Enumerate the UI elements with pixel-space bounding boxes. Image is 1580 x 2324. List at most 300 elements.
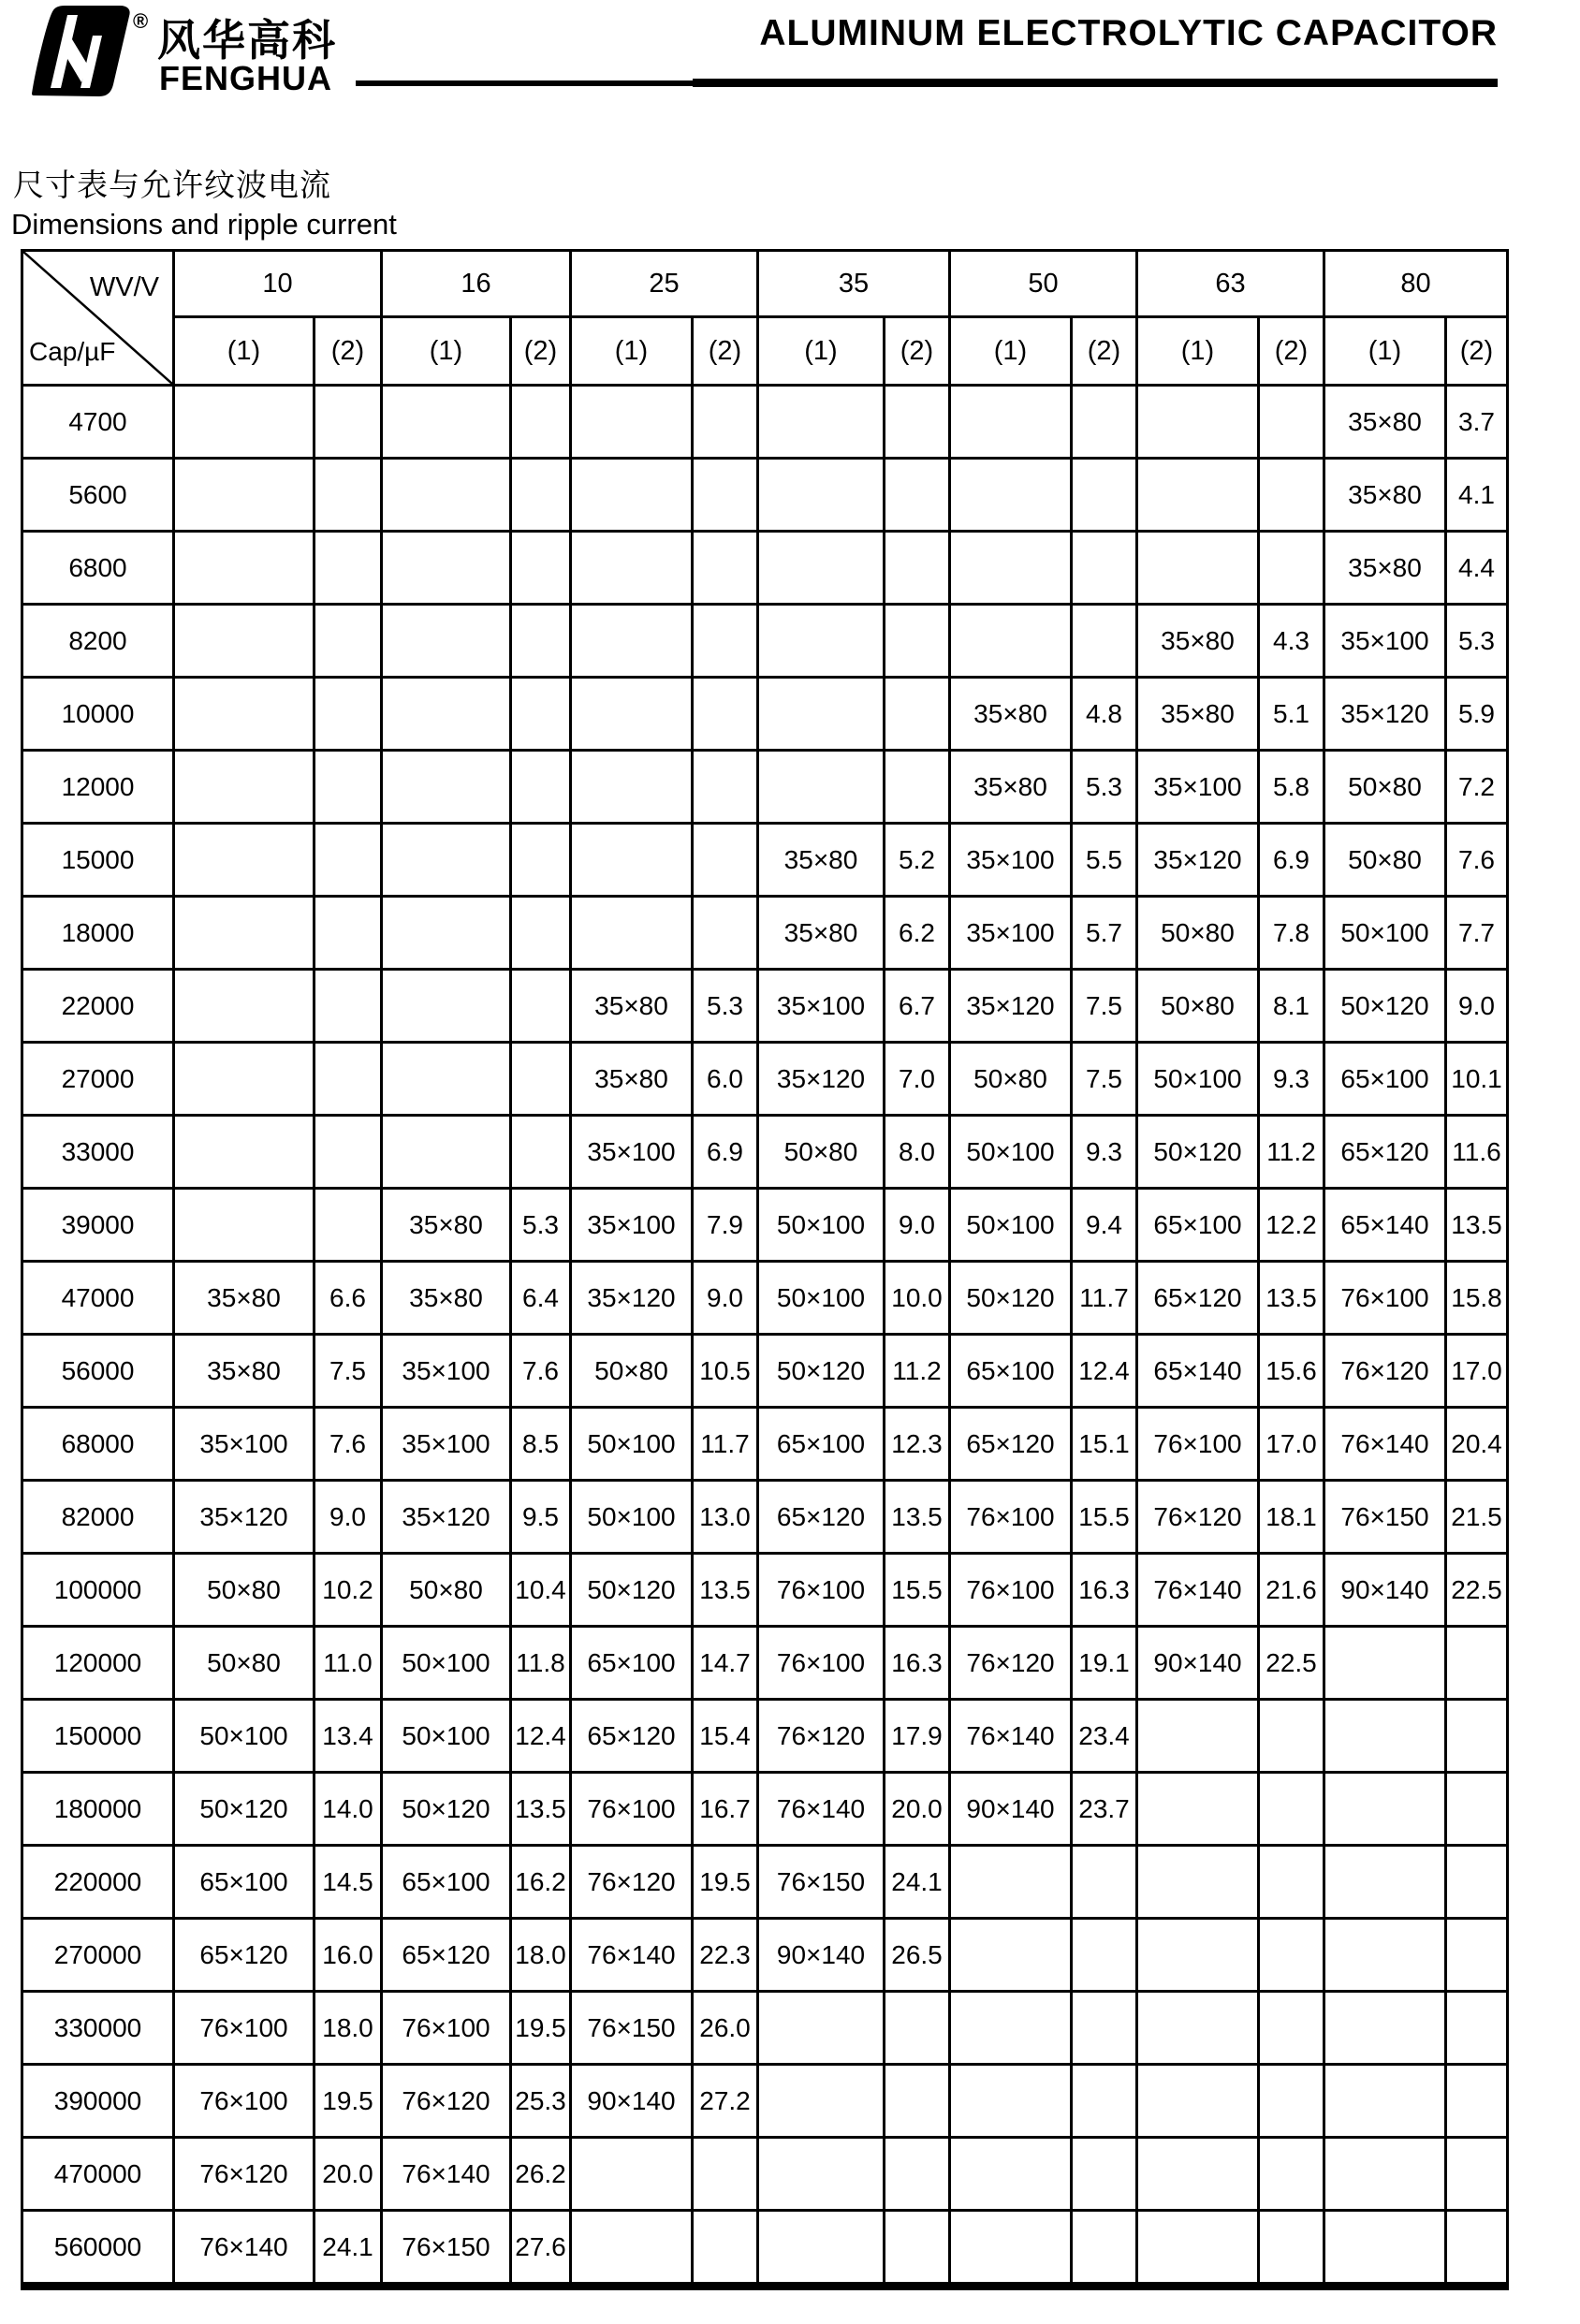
ripple-current-cell: [885, 532, 950, 605]
ripple-current-cell: [315, 532, 382, 605]
ripple-current-cell: 9.5: [511, 1481, 571, 1554]
dimension-cell: [1137, 1846, 1259, 1919]
table-row: [22, 386, 1508, 459]
ripple-current-cell: 9.0: [315, 1481, 382, 1554]
ripple-current-cell: [1446, 2211, 1508, 2287]
ripple-current-cell: [1446, 1919, 1508, 1992]
table-row: [22, 1043, 1508, 1116]
ripple-current-cell: 11.2: [885, 1335, 950, 1408]
ripple-current-cell: 14.5: [315, 1846, 382, 1919]
dimension-cell: 65×100: [950, 1335, 1072, 1408]
dimension-cell: [1137, 386, 1259, 459]
dimension-cell: [174, 532, 315, 605]
ripple-current-cell: [885, 1992, 950, 2065]
ripple-current-cell: [511, 897, 571, 970]
corner-capacitance-label: Cap/µF: [29, 337, 116, 366]
ripple-current-cell: 12.2: [1259, 1189, 1324, 1262]
ripple-current-cell: [511, 824, 571, 897]
ripple-current-cell: 7.9: [693, 1189, 758, 1262]
dimension-cell: 65×120: [174, 1919, 315, 1992]
ripple-current-cell: [885, 386, 950, 459]
dimension-cell: [1324, 1846, 1446, 1919]
dimension-cell: 76×150: [1324, 1481, 1446, 1554]
ripple-current-cell: 5.1: [1259, 678, 1324, 751]
dimension-cell: [1137, 459, 1259, 532]
ripple-current-cell: [315, 605, 382, 678]
dimension-cell: [1137, 2211, 1259, 2287]
capacitance-label: 6800: [22, 532, 174, 605]
dimension-cell: 76×100: [174, 2065, 315, 2138]
capacitance-label: 4700: [22, 386, 174, 459]
dimension-cell: 76×100: [382, 1992, 511, 2065]
capacitance-label: 120000: [22, 1627, 174, 1700]
table-row: [22, 1554, 1508, 1627]
dimension-cell: [571, 386, 693, 459]
ripple-current-cell: 17.0: [1259, 1408, 1324, 1481]
ripple-current-cell: 6.9: [1259, 824, 1324, 897]
ripple-current-cell: 23.4: [1072, 1700, 1137, 1773]
table-row: [22, 1992, 1508, 2065]
ripple-current-cell: [315, 1116, 382, 1189]
ripple-current-cell: 12.4: [511, 1700, 571, 1773]
ripple-current-cell: [1446, 1773, 1508, 1846]
dimension-cell: 50×80: [1137, 897, 1259, 970]
dimension-cell: 76×100: [758, 1627, 885, 1700]
dimension-cell: 50×100: [571, 1481, 693, 1554]
dimension-cell: 35×100: [382, 1335, 511, 1408]
dimension-cell: 65×120: [1137, 1262, 1259, 1335]
table-row: [22, 1189, 1508, 1262]
ripple-current-cell: [1259, 1773, 1324, 1846]
ripple-current-cell: [1259, 1846, 1324, 1919]
ripple-current-cell: [693, 2138, 758, 2211]
capacitance-label: 68000: [22, 1408, 174, 1481]
ripple-current-cell: [1259, 2211, 1324, 2287]
dimension-cell: [382, 751, 511, 824]
capacitance-label: 330000: [22, 1992, 174, 2065]
capacitance-label: 56000: [22, 1335, 174, 1408]
dimension-cell: 90×140: [1137, 1627, 1259, 1700]
section-title-chinese: 尺寸表与允许纹波电流: [13, 168, 331, 202]
capacitance-label: 5600: [22, 459, 174, 532]
ripple-current-cell: 6.6: [315, 1262, 382, 1335]
dimension-cell: 90×140: [1324, 1554, 1446, 1627]
ripple-current-cell: 5.2: [885, 824, 950, 897]
voltage-header-80: 80: [1324, 251, 1508, 317]
capacitance-label: 390000: [22, 2065, 174, 2138]
capacitance-label: 22000: [22, 970, 174, 1043]
ripple-current-cell: [1446, 2138, 1508, 2211]
dimension-cell: 35×100: [571, 1189, 693, 1262]
ripple-current-cell: [511, 386, 571, 459]
dimension-cell: 50×120: [382, 1773, 511, 1846]
ripple-current-cell: [885, 751, 950, 824]
dimension-cell: [571, 2138, 693, 2211]
ripple-current-cell: 6.2: [885, 897, 950, 970]
dimension-cell: [1324, 2065, 1446, 2138]
capacitance-label: 15000: [22, 824, 174, 897]
ripple-current-cell: 14.7: [693, 1627, 758, 1700]
ripple-current-cell: [693, 2211, 758, 2287]
dimension-cell: 65×100: [571, 1627, 693, 1700]
dimension-cell: [174, 1043, 315, 1116]
ripple-current-cell: 11.7: [1072, 1262, 1137, 1335]
ripple-current-cell: [885, 2138, 950, 2211]
dimension-cell: 35×80: [1137, 605, 1259, 678]
capacitance-label: 18000: [22, 897, 174, 970]
dimension-cell: 50×100: [571, 1408, 693, 1481]
subheader-63v-2: (2): [1259, 317, 1324, 386]
table-row: [22, 970, 1508, 1043]
ripple-current-cell: 5.8: [1259, 751, 1324, 824]
ripple-current-cell: 16.7: [693, 1773, 758, 1846]
ripple-current-cell: [315, 1043, 382, 1116]
ripple-current-cell: 8.0: [885, 1116, 950, 1189]
capacitance-label: 12000: [22, 751, 174, 824]
dimension-cell: [1137, 532, 1259, 605]
dimension-cell: [174, 897, 315, 970]
table-row: [22, 751, 1508, 824]
ripple-current-cell: [511, 532, 571, 605]
ripple-current-cell: 5.7: [1072, 897, 1137, 970]
dimension-cell: 76×100: [1137, 1408, 1259, 1481]
ripple-current-cell: [1259, 1919, 1324, 1992]
dimension-cell: [758, 386, 885, 459]
ripple-current-cell: 9.4: [1072, 1189, 1137, 1262]
dimension-cell: 76×150: [382, 2211, 511, 2287]
ripple-current-cell: 20.0: [885, 1773, 950, 1846]
capacitance-label: 270000: [22, 1919, 174, 1992]
table-row: [22, 1773, 1508, 1846]
ripple-current-cell: 7.2: [1446, 751, 1508, 824]
ripple-current-cell: 4.3: [1259, 605, 1324, 678]
dimension-cell: 50×120: [950, 1262, 1072, 1335]
table-row: [22, 1481, 1508, 1554]
dimension-cell: [758, 605, 885, 678]
dimension-cell: 65×140: [1137, 1335, 1259, 1408]
dimension-cell: 90×140: [950, 1773, 1072, 1846]
dimension-cell: 50×100: [382, 1627, 511, 1700]
ripple-current-cell: 5.3: [1446, 605, 1508, 678]
dimension-cell: 35×80: [174, 1335, 315, 1408]
dimension-cell: [174, 970, 315, 1043]
dimension-cell: 50×120: [758, 1335, 885, 1408]
dimension-cell: 50×100: [382, 1700, 511, 1773]
ripple-current-cell: [693, 824, 758, 897]
dimension-cell: [758, 751, 885, 824]
subheader-25v-1: (1): [571, 317, 693, 386]
dimension-cell: 76×120: [758, 1700, 885, 1773]
dimension-cell: [758, 459, 885, 532]
ripple-current-cell: [1072, 2211, 1137, 2287]
ripple-current-cell: 11.6: [1446, 1116, 1508, 1189]
dimension-cell: [1324, 1700, 1446, 1773]
dimension-cell: [1324, 2211, 1446, 2287]
dimension-cell: 35×100: [758, 970, 885, 1043]
dimension-cell: [382, 459, 511, 532]
dimension-cell: 76×120: [174, 2138, 315, 2211]
dimension-cell: [174, 386, 315, 459]
ripple-current-cell: 7.5: [1072, 970, 1137, 1043]
dimension-cell: 76×140: [1137, 1554, 1259, 1627]
ripple-current-cell: [1072, 532, 1137, 605]
dimension-cell: 65×120: [382, 1919, 511, 1992]
dimension-cell: [382, 678, 511, 751]
ripple-current-cell: 16.2: [511, 1846, 571, 1919]
subheader-80v-2: (2): [1446, 317, 1508, 386]
ripple-current-cell: [1259, 2138, 1324, 2211]
ripple-current-cell: [511, 1043, 571, 1116]
subheader-16v-2: (2): [511, 317, 571, 386]
ripple-current-cell: 7.8: [1259, 897, 1324, 970]
ripple-current-cell: [1259, 532, 1324, 605]
ripple-current-cell: 10.1: [1446, 1043, 1508, 1116]
dimension-cell: [174, 605, 315, 678]
ripple-current-cell: [1259, 1992, 1324, 2065]
ripple-current-cell: 13.5: [1446, 1189, 1508, 1262]
dimension-cell: 35×80: [571, 970, 693, 1043]
ripple-current-cell: 15.6: [1259, 1335, 1324, 1408]
dimension-cell: [1137, 1992, 1259, 2065]
capacitance-label: 560000: [22, 2211, 174, 2287]
dimension-cell: 50×100: [950, 1116, 1072, 1189]
dimension-cell: [571, 678, 693, 751]
ripple-current-cell: [1072, 1846, 1137, 1919]
table-row: [22, 605, 1508, 678]
ripple-current-cell: 10.4: [511, 1554, 571, 1627]
ripple-current-cell: 3.7: [1446, 386, 1508, 459]
ripple-current-cell: 9.0: [693, 1262, 758, 1335]
table-row: [22, 1335, 1508, 1408]
ripple-current-cell: 15.4: [693, 1700, 758, 1773]
dimension-cell: 76×100: [758, 1554, 885, 1627]
dimension-cell: [174, 751, 315, 824]
capacitance-label: 10000: [22, 678, 174, 751]
ripple-current-cell: 15.5: [1072, 1481, 1137, 1554]
dimension-cell: 50×120: [571, 1554, 693, 1627]
ripple-current-cell: 22.3: [693, 1919, 758, 1992]
dimension-cell: 65×120: [950, 1408, 1072, 1481]
ripple-current-cell: 24.1: [885, 1846, 950, 1919]
dimension-cell: 35×80: [382, 1189, 511, 1262]
voltage-header-25: 25: [571, 251, 758, 317]
ripple-current-cell: 10.5: [693, 1335, 758, 1408]
voltage-header-50: 50: [950, 251, 1137, 317]
capacitance-label: 470000: [22, 2138, 174, 2211]
dimension-cell: 35×80: [758, 824, 885, 897]
ripple-current-cell: 18.0: [511, 1919, 571, 1992]
table-row: [22, 459, 1508, 532]
capacitance-label: 150000: [22, 1700, 174, 1773]
corner-cell: [22, 251, 174, 386]
dimension-cell: [382, 605, 511, 678]
dimension-cell: 35×120: [1137, 824, 1259, 897]
ripple-current-cell: [1072, 2065, 1137, 2138]
table-row: [22, 532, 1508, 605]
dimension-cell: 35×120: [571, 1262, 693, 1335]
ripple-current-cell: 13.4: [315, 1700, 382, 1773]
dimension-cell: 76×140: [1324, 1408, 1446, 1481]
ripple-current-cell: [315, 1189, 382, 1262]
dimension-cell: [1137, 2065, 1259, 2138]
ripple-current-cell: 12.4: [1072, 1335, 1137, 1408]
dimension-cell: 35×120: [174, 1481, 315, 1554]
voltage-header-16: 16: [382, 251, 571, 317]
ripple-current-cell: 24.1: [315, 2211, 382, 2287]
dimension-cell: 65×100: [758, 1408, 885, 1481]
ripple-current-cell: [693, 751, 758, 824]
dimension-cell: [174, 459, 315, 532]
capacitance-label: 180000: [22, 1773, 174, 1846]
table-row: [22, 1627, 1508, 1700]
ripple-current-cell: [315, 970, 382, 1043]
dimension-cell: [950, 1846, 1072, 1919]
ripple-current-cell: [693, 678, 758, 751]
ripple-current-cell: [1072, 1992, 1137, 2065]
ripple-current-cell: 11.0: [315, 1627, 382, 1700]
subheader-10v-1: (1): [174, 317, 315, 386]
ripple-current-cell: 19.5: [315, 2065, 382, 2138]
corner-voltage-label: WV/V: [89, 272, 159, 302]
subheader-10v-2: (2): [315, 317, 382, 386]
ripple-current-cell: [1072, 459, 1137, 532]
dimension-cell: 50×120: [174, 1773, 315, 1846]
subheader-63v-1: (1): [1137, 317, 1259, 386]
dimension-cell: 35×80: [950, 678, 1072, 751]
dimension-cell: [571, 824, 693, 897]
dimension-cell: 65×120: [571, 1700, 693, 1773]
dimension-cell: [758, 1992, 885, 2065]
fenghua-logo-icon: [22, 6, 133, 102]
subheader-50v-1: (1): [950, 317, 1072, 386]
ripple-current-cell: 18.0: [315, 1992, 382, 2065]
ripple-current-cell: [1259, 459, 1324, 532]
dimension-cell: 35×80: [1324, 459, 1446, 532]
table-row: [22, 1116, 1508, 1189]
ripple-current-cell: 5.9: [1446, 678, 1508, 751]
ripple-current-cell: 13.5: [1259, 1262, 1324, 1335]
subheader-35v-2: (2): [885, 317, 950, 386]
subheader-16v-1: (1): [382, 317, 511, 386]
dimension-cell: 76×100: [174, 1992, 315, 2065]
dimension-cell: [758, 2065, 885, 2138]
dimension-cell: 35×80: [758, 897, 885, 970]
dimension-cell: 35×80: [571, 1043, 693, 1116]
ripple-current-cell: [1446, 1992, 1508, 2065]
ripple-current-cell: [1446, 1700, 1508, 1773]
ripple-current-cell: 5.5: [1072, 824, 1137, 897]
dimension-cell: 50×80: [571, 1335, 693, 1408]
dimensions-ripple-table: [21, 249, 1509, 2290]
dimension-cell: 76×120: [1137, 1481, 1259, 1554]
ripple-current-cell: 17.9: [885, 1700, 950, 1773]
ripple-current-cell: [511, 751, 571, 824]
ripple-current-cell: 21.5: [1446, 1481, 1508, 1554]
dimension-cell: 76×120: [1324, 1335, 1446, 1408]
capacitance-label: 47000: [22, 1262, 174, 1335]
dimension-cell: [950, 2211, 1072, 2287]
ripple-current-cell: 6.4: [511, 1262, 571, 1335]
capacitance-label: 33000: [22, 1116, 174, 1189]
ripple-current-cell: 13.0: [693, 1481, 758, 1554]
ripple-current-cell: 16.3: [885, 1627, 950, 1700]
voltage-header-63: 63: [1137, 251, 1324, 317]
dimension-cell: [382, 970, 511, 1043]
ripple-current-cell: 13.5: [511, 1773, 571, 1846]
dimension-cell: 35×80: [382, 1262, 511, 1335]
dimension-cell: 50×80: [382, 1554, 511, 1627]
brand-name-chinese: 风华高科: [157, 16, 337, 65]
table-row: [22, 1408, 1508, 1481]
dimension-cell: 90×140: [758, 1919, 885, 1992]
subheader-row: [22, 317, 1508, 386]
table-row: [22, 2138, 1508, 2211]
ripple-current-cell: 21.6: [1259, 1554, 1324, 1627]
dimension-cell: 65×100: [382, 1846, 511, 1919]
dimension-cell: 76×100: [950, 1481, 1072, 1554]
ripple-current-cell: 23.7: [1072, 1773, 1137, 1846]
dimension-cell: 50×100: [758, 1262, 885, 1335]
ripple-current-cell: [511, 605, 571, 678]
ripple-current-cell: 25.3: [511, 2065, 571, 2138]
ripple-current-cell: 7.6: [511, 1335, 571, 1408]
dimension-cell: [1324, 1627, 1446, 1700]
dimension-cell: 76×120: [382, 2065, 511, 2138]
ripple-current-cell: 22.5: [1446, 1554, 1508, 1627]
dimension-cell: [571, 532, 693, 605]
dimension-cell: [1137, 1773, 1259, 1846]
ripple-current-cell: 22.5: [1259, 1627, 1324, 1700]
ripple-current-cell: 11.7: [693, 1408, 758, 1481]
ripple-current-cell: 6.7: [885, 970, 950, 1043]
ripple-current-cell: [1072, 1919, 1137, 1992]
ripple-current-cell: [885, 459, 950, 532]
ripple-current-cell: 6.0: [693, 1043, 758, 1116]
ripple-current-cell: 9.0: [1446, 970, 1508, 1043]
ripple-current-cell: 10.2: [315, 1554, 382, 1627]
dimension-cell: [950, 532, 1072, 605]
table-row: [22, 1262, 1508, 1335]
dimension-cell: 76×100: [950, 1554, 1072, 1627]
dimension-cell: 35×100: [382, 1408, 511, 1481]
ripple-current-cell: 8.5: [511, 1408, 571, 1481]
dimension-cell: [382, 897, 511, 970]
dimension-cell: 35×100: [1137, 751, 1259, 824]
ripple-current-cell: 9.0: [885, 1189, 950, 1262]
dimension-cell: [174, 824, 315, 897]
ripple-current-cell: 11.2: [1259, 1116, 1324, 1189]
ripple-current-cell: 7.6: [315, 1408, 382, 1481]
ripple-current-cell: [1072, 605, 1137, 678]
subheader-25v-2: (2): [693, 317, 758, 386]
ripple-current-cell: [1446, 1846, 1508, 1919]
dimension-cell: 76×140: [758, 1773, 885, 1846]
dimension-cell: [758, 678, 885, 751]
dimension-cell: 50×100: [950, 1189, 1072, 1262]
dimension-cell: [1137, 1919, 1259, 1992]
dimension-cell: [174, 678, 315, 751]
ripple-current-cell: 13.5: [885, 1481, 950, 1554]
ripple-current-cell: [885, 2065, 950, 2138]
dimension-cell: 35×100: [1324, 605, 1446, 678]
dimension-cell: 50×80: [174, 1554, 315, 1627]
ripple-current-cell: [693, 532, 758, 605]
table-row: [22, 2065, 1508, 2138]
ripple-current-cell: [693, 897, 758, 970]
dimension-cell: [950, 459, 1072, 532]
dimension-cell: 35×120: [382, 1481, 511, 1554]
ripple-current-cell: 16.0: [315, 1919, 382, 1992]
